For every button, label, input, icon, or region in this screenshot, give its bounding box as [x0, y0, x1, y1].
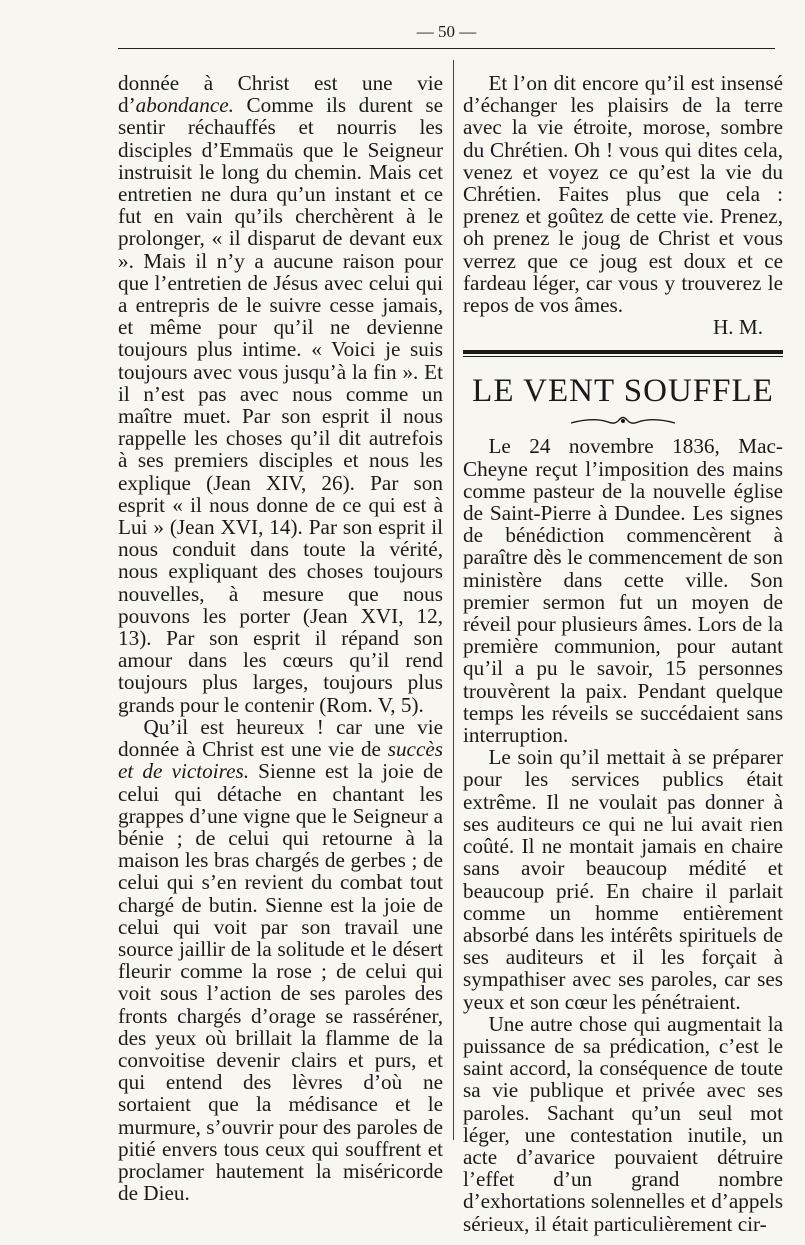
paragraph — [118, 72, 443, 716]
section-title: LE VENT SOUFFLE — [472, 373, 774, 410]
text-run: Sienne est la joie de celui qui détache en chantant les grappes d’une vigne que le Seigneur a bénie ; de celui qui retourne à la maison les bras chargés de gerbes ; de celui qui s’en revient du combat tout chargé de butin. Sienne est la joie de celui qui voit par son travail une source jaillir de la solitude et le désert fleurir comme la rose ; de celui qui voit sous l’action de ses paroles des fronts chargés d’orage se rasséréner, des yeux où brillait la flamme de la convoitise devenir clairs et purs, et qui entend des lèvres d’où ne sortaient que la médisance et le murmure, s’ouvrir pour des paroles de pitié envers tous ceux qui souffrent et proclamer hautement la miséricorde de Dieu. — [118, 759, 443, 1206]
right-column — [463, 72, 783, 1235]
paragraph: Et l’on dit encore qu’il est insensé d’échanger les plaisirs de la terre avec la vie étroite, morose, sombre du Chrétien. Oh ! vous qui dites cela, venez et voyez ce qu’est la vie du Chrétien. Faites plus que cela : prenez et goûtez de cette vie. Prenez, oh prenez le joug de Christ et vous verrez que ce joug est doux et ce fardeau léger, car vous y trouverez le repos de vos âmes. — [463, 71, 783, 318]
paragraph: Une autre chose qui augmentait la puissance de sa prédication, c’est le saint accord, la conséquence de toute sa vie publique et privée avec ses paroles. Sachant qu’un seul mot léger, une contestation inutile, un acte d’avarice pouvaient détruire l’effet d’un grand nombre d’exhortations solennelles et d’appels sérieux, il était particulièrement cir- — [463, 1011, 783, 1236]
text-run: Comme ils durent se sentir réchauffés et nourris les disciples d’Emmaüs que le Seigneur instruisit le long du chemin. Mais cet entretien ne dura qu’un instant et ce fut en vain qu’ils cherchèrent à le prolonger, « il disparut de devant eux ». Mais il n’y a aucune raison pour que l’entretien de Jésus avec celui qui a entrepris de le suivre cesse jamais, et même pour qu’il ne devienne toujours plus intime. « Voici je suis toujours avec vous jusqu’à la fin ». Et il n’est pas avec nous comme un maître muet. Par son esprit il nous rappelle les choses qu’il dit autrefois à ses premiers disciples et nous les explique (Jean XIV, 26). Par son esprit « il nous donne de ce qui est à Lui » (Jean XVI, 14). Par son esprit il nous conduit dans toute la vérité, nous expliquant des choses toujours nouvelles, à mesure que nous pouvons les porter (Jean XVI, 12, 13). Par son esprit il répand son amour dans les cœurs qu’il rend toujours plus larges, toujours plus grands pour le contenir (Rom. V, 5). — [118, 93, 443, 717]
paragraph: Le soin qu’il mettait à se préparer pour les services publics était extrême. Il ne voulait pas donner à ses auditeurs ce qui ne lui avait rien coûté. Il ne montait jamais en chaire sans avoir beaucoup médité et beaucoup prié. En chaire il parlait comme un homme entièrement absorbé dans les intérêts spirituels de ses auditeurs et il les forçait à sympathiser avec ses paroles, car ses yeux et son cœur les pénétraient. — [463, 745, 783, 1014]
signature: H. M. — [712, 315, 763, 340]
left-column — [118, 72, 443, 1204]
header-rule — [118, 48, 775, 49]
italic-text: abondance. — [135, 93, 234, 118]
italic-text: succès et de victoires. — [118, 737, 443, 784]
section-separator — [463, 350, 783, 357]
paragraph: Le 24 novembre 1836, Mac-Cheyne reçut l’imposition des mains comme pasteur de la nouvelle église de Saint-Pierre à Dundee. Les signes de bénédiction commencèrent à paraître dès le commencement de son ministère dans cette ville. Son premier sermon fut un moyen de réveil pour plusieurs âmes. Lors de la première communion, pour autant qu’il a pu le savoir, 15 personnes trouvèrent la paix. Pendant quelque temps les réveils se succédaient sans interruption. — [463, 434, 783, 748]
text-run: Qu’il est heureux ! car une vie donnée à Christ est une vie de — [118, 714, 443, 762]
column-divider — [453, 60, 454, 1140]
paragraph — [118, 716, 443, 1204]
text-run: donnée à Christ est une vie d’ — [118, 71, 443, 118]
ornament-flourish — [463, 411, 783, 427]
page-number: — 50 — — [416, 22, 477, 41]
